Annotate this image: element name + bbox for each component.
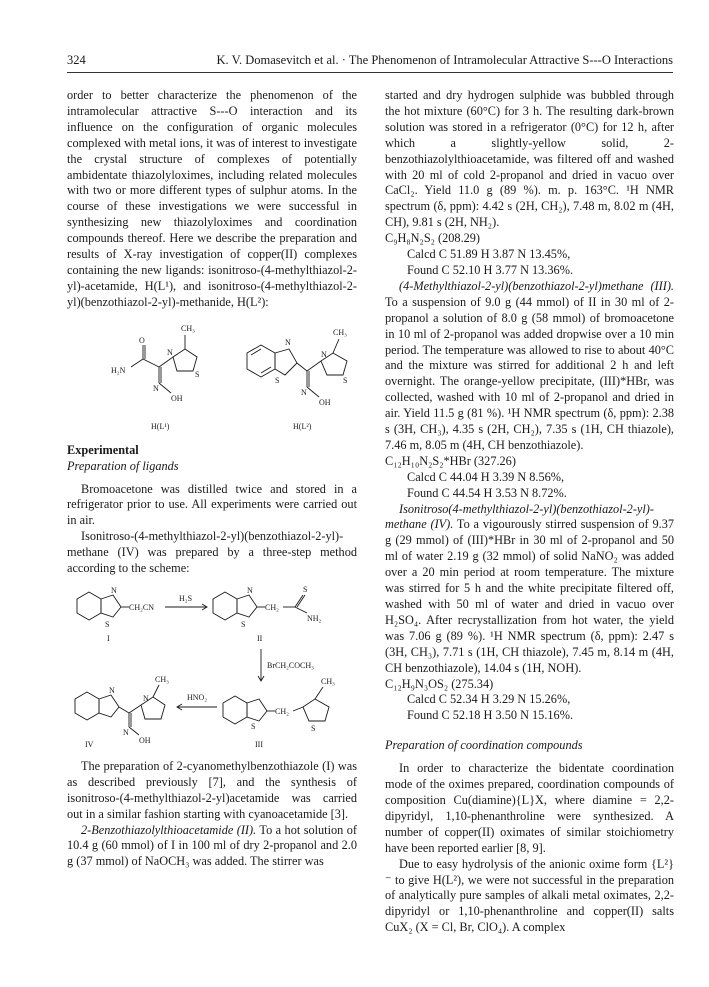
scheme-n-1: N: [111, 585, 117, 595]
paragraph-compound-II: [67, 823, 357, 871]
intro-paragraph: order to better characterize the phenomenon of the intramolecular attractive S---O interaction and its influence on the configuration of organic molecules complexed with metal ions, it was of interest to investigate the crystal structure of complexes of potentially ambidentate thiazolyloximes, including related molecules with two or more different types of sulphur atoms. In the course of these investigations we were successful in synthesizing new thiazolyloximes and coordination compounds thereof. Here we describe the preparation and results of X-ray investigation of copper(II) complexes containing the new ligands: isonitroso-(4-methylthiazol-2-yl)-acetamide, H(L¹), and isonitroso-(4-methylthiazol-2-yl)(benzothiazol-2-yl)-methanide, H(L²):: [67, 88, 357, 309]
scheme-ch3-iii: CH₃: [321, 676, 335, 686]
found-IV: Found C 52.18 H 3.50 N 15.16%.: [407, 708, 574, 723]
bromoacetone-label: BrCH₂COCH₃: [267, 660, 314, 670]
s-label-1: S: [195, 369, 200, 379]
formula-II: C₉H₈N₂S₂ (208.29): [385, 231, 481, 246]
scheme-n-2: N: [247, 585, 253, 595]
paragraph-preparation-I: The preparation of 2-cyanomethylbenzothiazole (I) was as described previously [7], and the synthesis of isonitroso-(4-methylthiazol-2-yl)acetamide was carried out in a similar fashion starting with cyanoacetamide [3].: [67, 758, 357, 821]
left-column: [67, 88, 357, 870]
n-label-1: N: [167, 347, 173, 357]
section-heading-experimental: Experimental: [67, 442, 139, 457]
oh-label-2: OH: [319, 397, 331, 407]
thiazole-ring-1: [173, 349, 197, 371]
bond-n-o-1: [159, 383, 171, 393]
scheme-n-iv-b: N: [143, 693, 149, 703]
ch3-label-1: CH₃: [181, 323, 195, 333]
formula-III: C₁₂H₁₀N₂S₂*HBr (327.26): [385, 453, 516, 468]
compound-IV-title: Isonitroso(4-methylthiazol-2-yl)(benzothiazol-2-yl)-methane (IV).: [385, 501, 654, 532]
subheading-coordination: Preparation of coordination compounds: [385, 738, 583, 753]
page-number: 324: [67, 53, 86, 67]
bond-bridge-b: [307, 361, 321, 371]
h2n-label: H₂N: [111, 365, 126, 375]
o-label: O: [139, 335, 145, 345]
paragraph-three-step: Isonitroso-(4-methylthiazol-2-yl)(benzothiazol-2-yl)-methane (IV) was prepared by a three-step method according to the scheme:: [67, 529, 357, 576]
calcd-III: Calcd C 44.04 H 3.39 N 8.56%,: [407, 469, 565, 484]
paragraph-coordination: In order to characterize the bidentate coordination mode of the oximes prepared, coordination compounds of composition Cu(diamine){L}X, where diamine = 2,2-dipyridyl, 1,10-phenanthroline were synthesized. A number of copper(II) oximates of similar stoichiometry have been reported earlier [8, 9].: [385, 761, 674, 855]
synthesis-scheme: [67, 583, 357, 753]
ch3-label-2: CH₃: [333, 327, 347, 337]
n-label-benzo: N: [285, 337, 291, 347]
scheme-s-iii-b: S: [311, 723, 316, 733]
methyl-bond-2: [333, 339, 339, 353]
scheme-s-iii: S: [251, 721, 256, 731]
scheme-oh-iv: OH: [139, 735, 151, 745]
running-head: K. V. Domasevitch et al. · The Phenomenon of Intramolecular Attractive S---O Interactions: [216, 53, 673, 67]
scheme-n-oxime-iv: N: [123, 727, 129, 737]
right-column: [385, 88, 674, 936]
found-III: Found C 44.54 H 3.53 N 8.72%.: [407, 485, 567, 500]
bond-n-o-2: [307, 387, 319, 397]
benzene-ring: [247, 345, 275, 377]
scheme-s-1: S: [105, 619, 110, 629]
s-label-2: S: [343, 375, 348, 385]
page-header: [67, 50, 673, 73]
scheme-n-iv-a: N: [109, 685, 115, 695]
compound-label-II: II: [257, 633, 263, 643]
scheme-ch3-iv: CH₃: [155, 674, 169, 684]
compound-III-text: To a suspension of 9.0 g (44 mmol) of II in 30 ml of 2-propanol a solution of 8.0 g (58 mmol) of bromoacetone in 10 ml of 2-propanol was added dropwise over a 10 min period. The temperature was allowed to rise to about 40°C and the mixture was stirred for additional 2 h and left overnight. The orange-yellow precipitate, (III)*HBr, was collected, washed with 10 ml of 2-propanol and dried in air. Yield 11.5 g (81 %). ¹H NMR spectrum (δ, ppm): 2.38 s (3H, CH₃), 4.35 s (2H, CH₂), 7.35 s (1H, CH thiazole), 7.46 m, 8.05 m (4H, CH benzothiazole).: [385, 294, 674, 452]
n-label-oxime-1: N: [153, 383, 159, 393]
ligand-structures-figure: [67, 317, 357, 435]
ch2cn-label: CH₂CN: [129, 602, 155, 612]
paragraph-bromoacetone: Bromoacetone was distilled twice and stored in a refrigerator prior to use. All experiments were carried out in air.: [67, 481, 357, 528]
calcd-II: Calcd C 51.89 H 3.87 N 13.45%,: [407, 247, 571, 262]
thioamide-s-label: S: [303, 584, 308, 594]
oh-label-1: OH: [171, 393, 183, 403]
compound-label-I: I: [107, 633, 110, 643]
compound-IV-text: To a vigourously stirred suspension of 9.37 g (29 mmol) of (III)*HBr in 30 ml of 2-propanol and 50 ml of water 2.19 g (32 mmol) of solid NaNO₂ was added over a 20 min period at room temperature. The mixture was stirred for 5 h and the white precipitate filtered off, washed with 50 ml of water and dried in vacuo over H₂SO₄. After recrystallization from hot water, the yield was 7.06 g (89 %). ¹H NMR spectrum (δ, ppm): 2.47 s (3H, CH₃), 7.71 s (1H, CH thiazole), 7.45 m, 8.14 m (4H, CH benzothiazole), 14.04 s (1H, NOH).: [385, 517, 674, 675]
hno2-label: HNO₂: [187, 692, 208, 702]
n-label-2: N: [321, 349, 327, 359]
paragraph-hydrolysis: Due to easy hydrolysis of the anionic oxime form {L²}⁻ to give H(L²), we were not successful in the preparation of analytically pure samples of alkali metal oximates, 2,2-dipyridyl or 1,10-phenanthroline and copper(II) salts CuX₂ (X = Cl, Br, ClO₄). A complex: [385, 856, 674, 935]
calcd-IV: Calcd C 52.34 H 3.29 N 15.26%,: [407, 692, 571, 707]
formula-IV: C₁₂H₉N₃OS₂ (275.34): [385, 676, 494, 691]
bond-c-amide-1: [143, 359, 159, 367]
n-label-oxime-2: N: [301, 387, 307, 397]
paragraph-continued: started and dry hydrogen sulphide was bubbled through the hot mixture (60°C) for 3 h. The resulting dark-brown solution was stored in a refrigerator (0°C) for 12 h, after which a slightly-yellow solid, 2-benzothiazolylthioacetamide, was filtered off and washed with 20 ml of cold 2-propanol and dried in vacuo over CaCl₂. Yield 11.0 g (89 %). m. p. 163°C. ¹H NMR spectrum (δ, ppm): 4.42 s (2H, CH₂), 7.48 m, 8.02 m (4H, CH), 9.81 s (2H, NH₂).: [385, 88, 674, 230]
bond-c-c-1: [159, 357, 173, 367]
compound-label-IV: IV: [85, 739, 94, 749]
scheme-s-2: S: [241, 619, 246, 629]
ligand-label-2: H(L²): [293, 421, 312, 431]
compound-label-III: III: [255, 739, 263, 749]
ligand-label-1: H(L¹): [151, 421, 170, 431]
s-label-benzo: S: [275, 375, 280, 385]
ch2-label-2: CH₂: [265, 602, 279, 612]
thiazole-ring-benzo: [275, 349, 297, 375]
subheading-preparation-ligands: Preparation of ligands: [67, 458, 179, 473]
h2s-label: H₂S: [179, 593, 193, 603]
paragraph-compound-III: [385, 279, 674, 454]
compound-II-text: To a hot solution of 10.4 g (60 mmol) of I in 100 ml of dry 2-propanol and 2.0 g (37 mmol) of NaOCH₃ was added. The stirrer was: [67, 822, 357, 869]
ch2-label-3: CH₂: [275, 706, 289, 716]
bond-bridge-a: [297, 363, 307, 371]
compound-III-title: (4-Methylthiazol-2-yl)(benzothiazol-2-yl)methane (III).: [399, 278, 674, 293]
nh2-label: NH₂: [307, 613, 322, 623]
compound-II-title: 2-Benzothiazolylthioacetamide (II).: [81, 822, 257, 837]
paragraph-compound-IV: [385, 502, 674, 677]
found-II: Found C 52.10 H 3.77 N 13.36%.: [407, 262, 574, 277]
